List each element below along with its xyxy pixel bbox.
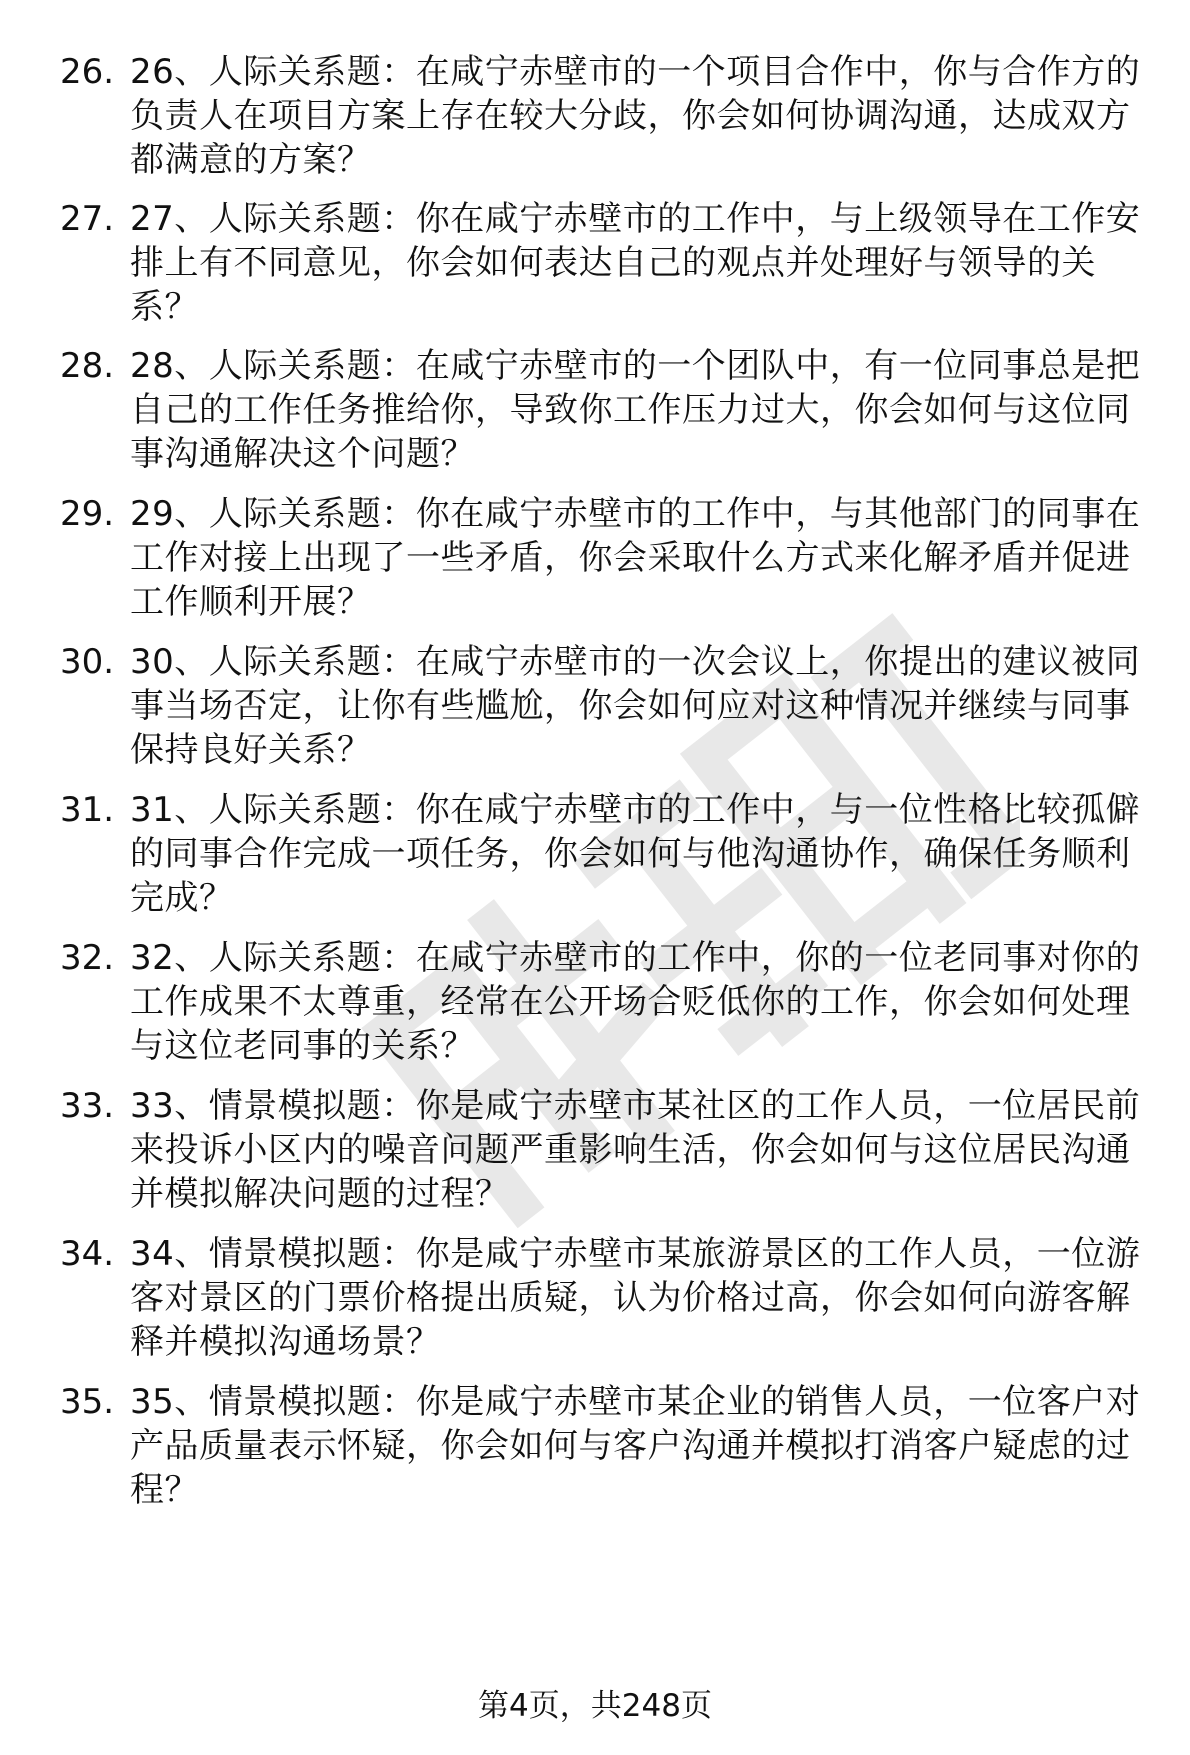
- question-number: 30.: [60, 642, 115, 682]
- question-text: 34、情景模拟题：你是咸宁赤壁市某旅游景区的工作人员，一位游客对景区的门票价格提出质疑，认为价格过高，你会如何向游客解释并模拟沟通场景？: [130, 1234, 1141, 1362]
- question-number: 34.: [60, 1234, 115, 1274]
- question-number: 26.: [60, 52, 115, 92]
- question-text: 30、人际关系题：在咸宁赤壁市的一次会议上，你提出的建议被同事当场否定，让你有些尴尬，你会如何应对这种情况并继续与同事保持良好关系？: [130, 642, 1141, 770]
- question-number: 29.: [60, 494, 115, 534]
- question-text: 29、人际关系题：你在咸宁赤壁市的工作中，与其他部门的同事在工作对接上出现了一些矛盾，你会采取什么方式来化解矛盾并促进工作顺利开展？: [130, 494, 1141, 622]
- question-number: 28.: [60, 346, 115, 386]
- page-footer: 第4页，共248页: [478, 1688, 712, 1724]
- question-number: 33.: [60, 1086, 115, 1126]
- question-text: 32、人际关系题：在咸宁赤壁市的工作中，你的一位老同事对你的工作成果不太尊重，经常在公开场合贬低你的工作，你会如何处理与这位老同事的关系？: [130, 938, 1141, 1066]
- question-number: 35.: [60, 1382, 115, 1422]
- question-text: 35、情景模拟题：你是咸宁赤壁市某企业的销售人员，一位客户对产品质量表示怀疑，你会如何与客户沟通并模拟打消客户疑虑的过程？: [130, 1382, 1141, 1510]
- question-number: 27.: [60, 199, 115, 239]
- question-text: 31、人际关系题：你在咸宁赤壁市的工作中，与一位性格比较孤僻的同事合作完成一项任务，你会如何与他沟通协作，确保任务顺利完成？: [130, 790, 1141, 918]
- question-number: 31.: [60, 790, 115, 830]
- question-number: 32.: [60, 938, 115, 978]
- question-text: 28、人际关系题：在咸宁赤壁市的一个团队中，有一位同事总是把自己的工作任务推给你，导致你工作压力过大，你会如何与这位同事沟通解决这个问题？: [130, 346, 1141, 474]
- question-text: 33、情景模拟题：你是咸宁赤壁市某社区的工作人员，一位居民前来投诉小区内的噪音问题严重影响生活，你会如何与这位居民沟通并模拟解决问题的过程？: [130, 1086, 1141, 1214]
- question-text: 27、人际关系题：你在咸宁赤壁市的工作中，与上级领导在工作安排上有不同意见，你会如何表达自己的观点并处理好与领导的关系？: [130, 199, 1141, 327]
- question-text: 26、人际关系题：在咸宁赤壁市的一个项目合作中，你与合作方的负责人在项目方案上存在较大分歧，你会如何协调沟通，达成双方都满意的方案？: [130, 52, 1141, 180]
